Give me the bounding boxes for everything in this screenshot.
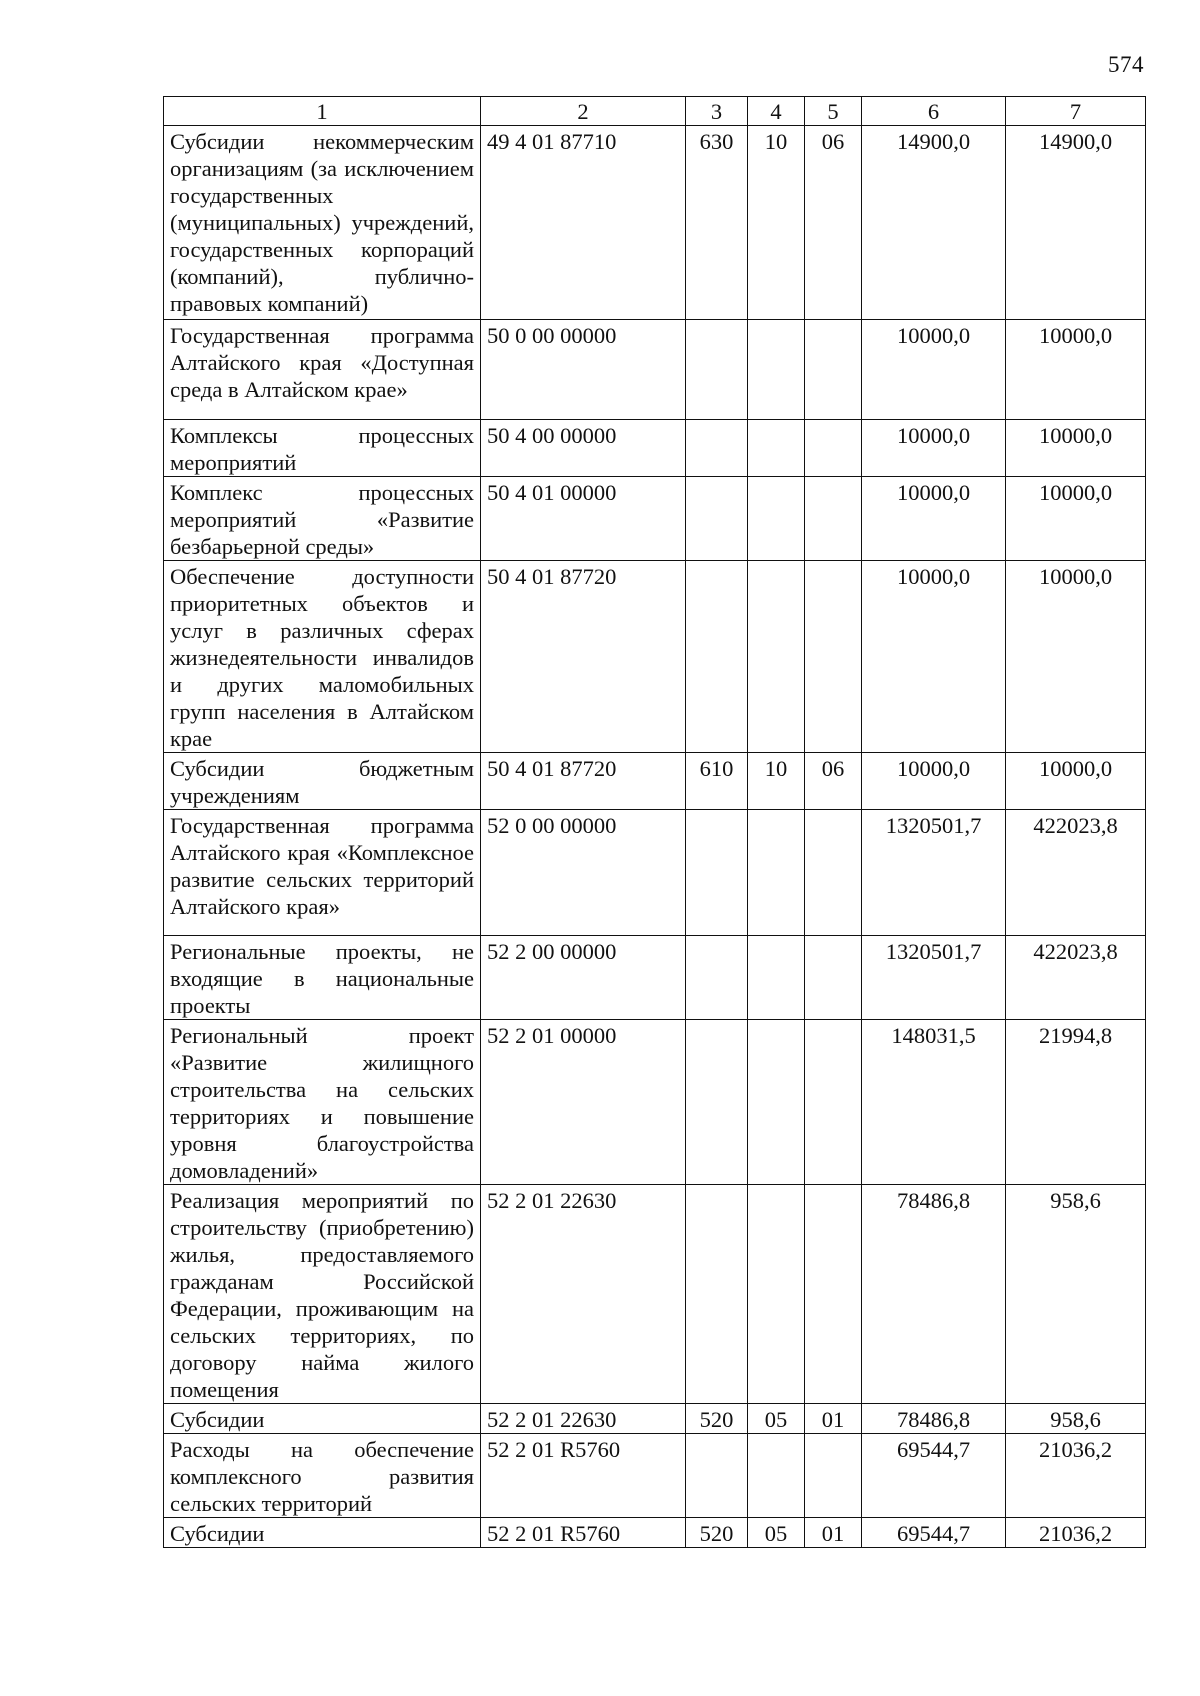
row-col5-cell: 01 [805, 1518, 862, 1548]
row-col7-amount: 21994,8 [1006, 1020, 1146, 1185]
row-name-cell: Субсидии [164, 1404, 481, 1434]
row-code-cell: 49 4 01 87710 [481, 126, 686, 320]
row-code-cell: 52 0 00 00000 [481, 810, 686, 936]
row-col7-amount: 10000,0 [1006, 420, 1146, 477]
row-code-cell: 50 4 00 00000 [481, 420, 686, 477]
row-col3-cell [686, 936, 748, 1020]
page-number: 574 [1108, 52, 1144, 77]
table-row [164, 320, 1146, 420]
row-col6-amount: 1320501,7 [862, 936, 1006, 1020]
row-col4-cell [748, 561, 805, 753]
row-col5-cell: 06 [805, 753, 862, 810]
row-col6-amount: 10000,0 [862, 561, 1006, 753]
row-col4-cell [748, 810, 805, 936]
row-col5-cell [805, 320, 862, 420]
row-col7-amount: 14900,0 [1006, 126, 1146, 320]
row-col4-cell: 10 [748, 126, 805, 320]
row-col5-cell [805, 1185, 862, 1404]
row-name-cell: Субсидии [164, 1518, 481, 1548]
row-col3-cell [686, 420, 748, 477]
row-col3-cell: 520 [686, 1518, 748, 1548]
row-col3-cell [686, 477, 748, 561]
column-header-6: 6 [862, 97, 1006, 126]
table-body [164, 126, 1146, 1548]
row-name-cell: Государственная программа Алтайского края «Комплексное развитие сельских территорий Алтайского края» [164, 810, 481, 936]
row-col6-amount: 10000,0 [862, 320, 1006, 420]
row-col3-cell [686, 1185, 748, 1404]
row-col5-cell: 01 [805, 1404, 862, 1434]
row-col4-cell: 05 [748, 1404, 805, 1434]
row-col7-amount: 958,6 [1006, 1185, 1146, 1404]
column-header-3: 3 [686, 97, 748, 126]
row-code-cell: 50 4 01 00000 [481, 477, 686, 561]
row-col5-cell [805, 810, 862, 936]
table-row [164, 1434, 1146, 1518]
row-col4-cell: 05 [748, 1518, 805, 1548]
table-row [164, 561, 1146, 753]
budget-table [163, 96, 1146, 1548]
row-col3-cell [686, 320, 748, 420]
row-col5-cell [805, 936, 862, 1020]
row-name-cell: Реализация мероприятий по строительству (приобретению) жилья, предоставляемого гражданам Российской Федерации, проживающим на сельских территориях, по договору найма жилого помещения [164, 1185, 481, 1404]
table-row [164, 477, 1146, 561]
row-code-cell: 52 2 01 22630 [481, 1404, 686, 1434]
row-col3-cell [686, 810, 748, 936]
table-header-row [164, 97, 1146, 126]
row-col4-cell [748, 420, 805, 477]
row-col6-amount: 69544,7 [862, 1518, 1006, 1548]
row-col7-amount: 422023,8 [1006, 936, 1146, 1020]
row-name-cell: Государственная программа Алтайского края «Доступная среда в Алтайском крае» [164, 320, 481, 420]
table-row [164, 126, 1146, 320]
row-code-cell: 52 2 01 22630 [481, 1185, 686, 1404]
row-name-cell: Комплексы процессных мероприятий [164, 420, 481, 477]
row-col6-amount: 10000,0 [862, 420, 1006, 477]
row-name-cell: Обеспечение доступности приоритетных объектов и услуг в различных сферах жизнедеятельности инвалидов и других маломобильных групп населения в Алтайском крае [164, 561, 481, 753]
row-col6-amount: 14900,0 [862, 126, 1006, 320]
row-col3-cell: 630 [686, 126, 748, 320]
row-col7-amount: 21036,2 [1006, 1518, 1146, 1548]
row-col3-cell [686, 1020, 748, 1185]
row-col5-cell [805, 420, 862, 477]
column-header-2: 2 [481, 97, 686, 126]
row-col5-cell [805, 561, 862, 753]
table-row [164, 420, 1146, 477]
table-row [164, 1518, 1146, 1548]
row-col6-amount: 78486,8 [862, 1404, 1006, 1434]
table-row [164, 1020, 1146, 1185]
row-code-cell: 52 2 01 00000 [481, 1020, 686, 1185]
row-col4-cell [748, 1020, 805, 1185]
row-name-cell: Региональный проект «Развитие жилищного строительства на сельских территориях и повышение уровня благоустройства домовладений» [164, 1020, 481, 1185]
row-col3-cell [686, 1434, 748, 1518]
table-row [164, 1185, 1146, 1404]
column-header-4: 4 [748, 97, 805, 126]
row-col5-cell [805, 477, 862, 561]
row-col5-cell: 06 [805, 126, 862, 320]
row-col4-cell [748, 1434, 805, 1518]
row-col7-amount: 10000,0 [1006, 561, 1146, 753]
row-col6-amount: 69544,7 [862, 1434, 1006, 1518]
column-header-1: 1 [164, 97, 481, 126]
row-col3-cell: 520 [686, 1404, 748, 1434]
row-col6-amount: 10000,0 [862, 753, 1006, 810]
row-col6-amount: 1320501,7 [862, 810, 1006, 936]
row-name-cell: Комплекс процессных мероприятий «Развитие безбарьерной среды» [164, 477, 481, 561]
row-col7-amount: 422023,8 [1006, 810, 1146, 936]
row-code-cell: 50 4 01 87720 [481, 561, 686, 753]
row-col4-cell: 10 [748, 753, 805, 810]
row-col6-amount: 148031,5 [862, 1020, 1006, 1185]
row-name-cell: Субсидии бюджетным учреждениям [164, 753, 481, 810]
row-code-cell: 52 2 01 R5760 [481, 1518, 686, 1548]
table-row [164, 1404, 1146, 1434]
row-col3-cell [686, 561, 748, 753]
row-code-cell: 52 2 00 00000 [481, 936, 686, 1020]
row-col4-cell [748, 1185, 805, 1404]
row-col6-amount: 10000,0 [862, 477, 1006, 561]
row-name-cell: Региональные проекты, не входящие в национальные проекты [164, 936, 481, 1020]
row-col7-amount: 10000,0 [1006, 477, 1146, 561]
row-col3-cell: 610 [686, 753, 748, 810]
row-col7-amount: 10000,0 [1006, 753, 1146, 810]
row-col7-amount: 10000,0 [1006, 320, 1146, 420]
row-name-cell: Субсидии некоммерческим организациям (за исключением государственных (муниципальных) учреждений, государственных корпораций (компаний), публично-правовых компаний) [164, 126, 481, 320]
row-code-cell: 50 0 00 00000 [481, 320, 686, 420]
column-header-5: 5 [805, 97, 862, 126]
row-code-cell: 52 2 01 R5760 [481, 1434, 686, 1518]
row-col4-cell [748, 936, 805, 1020]
row-col5-cell [805, 1020, 862, 1185]
row-code-cell: 50 4 01 87720 [481, 753, 686, 810]
row-col7-amount: 958,6 [1006, 1404, 1146, 1434]
row-col5-cell [805, 1434, 862, 1518]
table-row [164, 810, 1146, 936]
row-col4-cell [748, 320, 805, 420]
column-header-7: 7 [1006, 97, 1146, 126]
row-col6-amount: 78486,8 [862, 1185, 1006, 1404]
row-col4-cell [748, 477, 805, 561]
table-row [164, 936, 1146, 1020]
table-row [164, 753, 1146, 810]
row-col7-amount: 21036,2 [1006, 1434, 1146, 1518]
row-name-cell: Расходы на обеспечение комплексного развития сельских территорий [164, 1434, 481, 1518]
